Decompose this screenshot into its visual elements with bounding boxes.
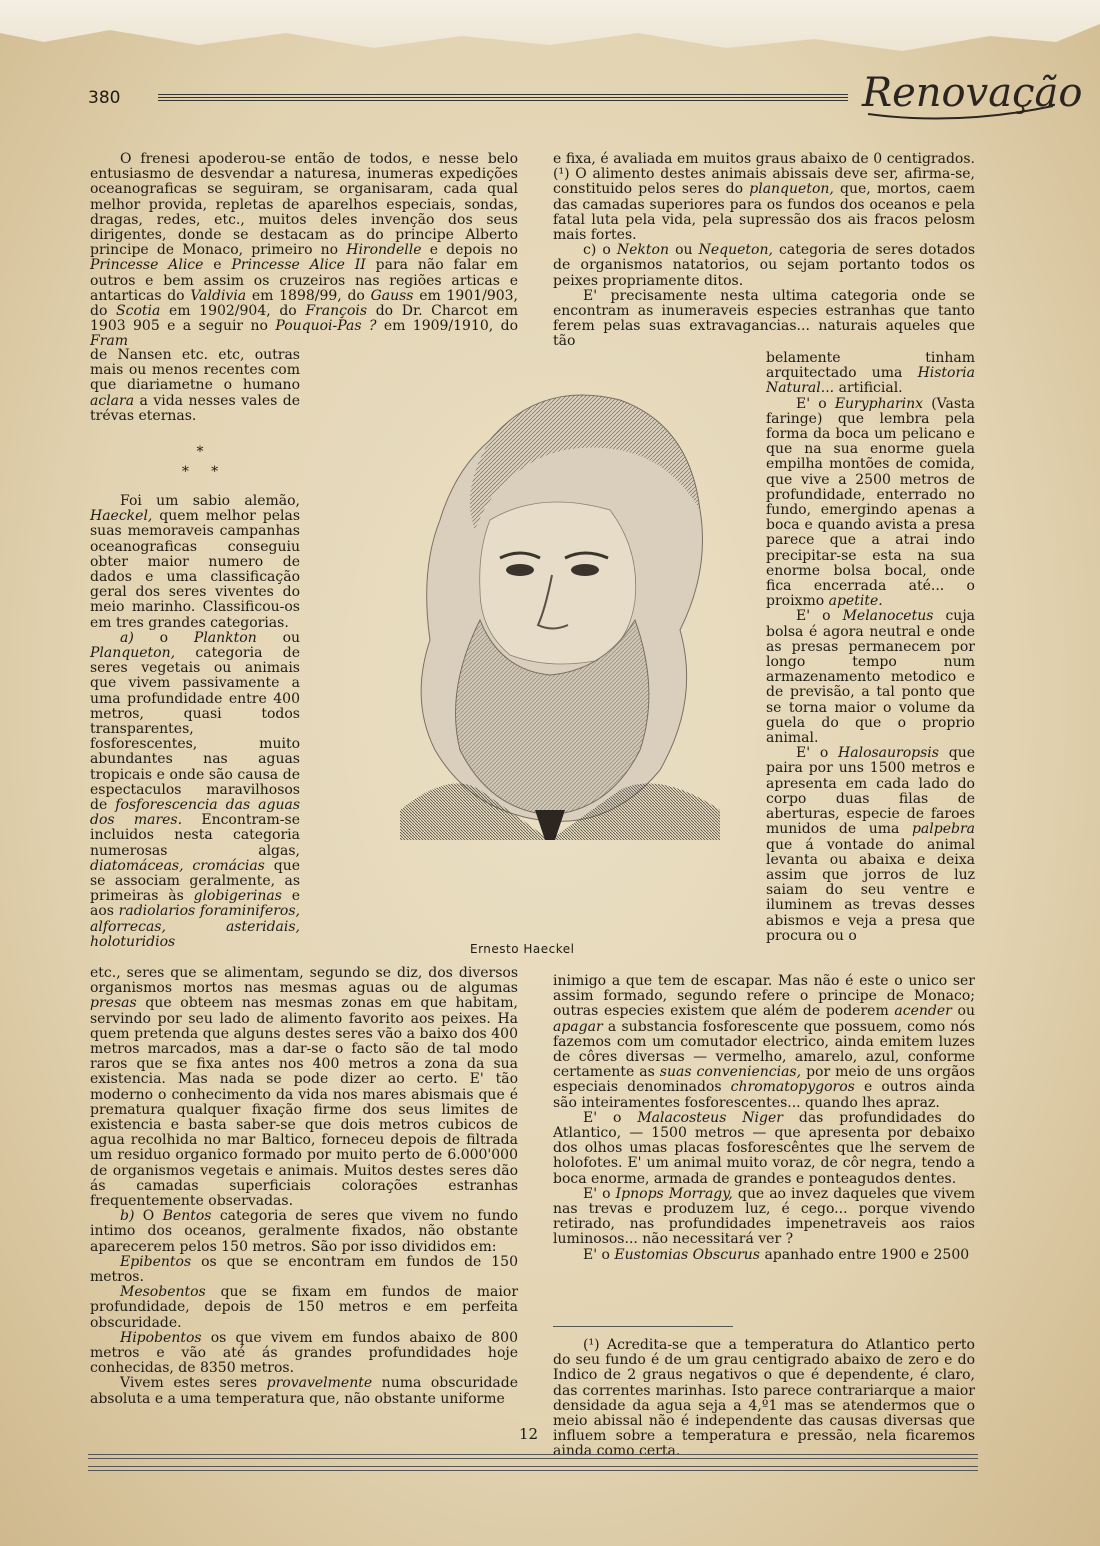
right-column-narrow xyxy=(766,351,975,944)
paragraph: e fixa, é avaliada em muitos graus abaixo de 0 centigrados. (¹) O alimento destes animais abissais deve ser, afirma-se, constituido pelos seres do planqueton, que, mortos, caem das camadas superiores para os fundos dos oceanos e pela fatal luta pela vida, pela supressão dos ais fracos pelosm mais fortes. xyxy=(553,151,975,244)
right-column-bottom xyxy=(553,974,975,1263)
paragraph: de Nansen etc. etc, outras mais ou menos recentes com que diariametne o humano aclara a vida nesses vales de trévas eternas. xyxy=(90,347,301,424)
paragraph: E' o Malacosteus Niger das profundidades do Atlantico, — 1500 metros — que apresenta por debaixo dos olhos umas placas fosforescêntes que lhe servem de holofotes. E' um animal muito voraz, de côr negra, tendo a boca enorme, armada de grandes e ponteagudos dentes. xyxy=(553,1109,976,1187)
paragraph: E' o Halosauropsis que paira por uns 1500 metros e apresenta em cada lado do corpo duas filas de aberturas, especie de faroes munidos de uma palpebra que á vontade do animal levanta ou abaixa e deixa assim que jorros de luz saiam do seu ventre e iluminem as trevas desses abismos e veja a presa que procura ou o xyxy=(766,745,976,944)
paragraph: c) o Nekton ou Nequeton, categoria de seres dotados de organismos natatorios, ou sejam portanto todos os peixes propriamente ditos. xyxy=(553,242,976,289)
footer-rule xyxy=(88,1466,978,1467)
left-column-intro xyxy=(90,152,518,350)
paragraph: Vivem estes seres provavelmente numa obscuridade absoluta e a uma temperatura que, não obstante uniforme xyxy=(90,1375,519,1407)
paragraph: Foi um sabio alemão, Haeckel, quem melhor pelas suas memoraveis campanhas oceanograficas conseguiu obter maior numero de dados e uma classificação geral dos seres viventes do meio marinho. Classificou-os em tres grandes categorias. xyxy=(90,493,301,631)
footer-rule xyxy=(88,1470,978,1471)
paragraph: E' o Melanocetus cuja bolsa é agora neutral e onde as presas permanecem por longo tempo num armazenamento metodico e de previsão, a tal ponto que se torna maior o volume da guela do que o proprio animal. xyxy=(766,608,976,747)
paragraph: a) o Plankton ou Planqueton, categoria de seres vegetais ou animais que vivem passivamente a uma profundidade entre 400 metros, quasi todos transparentes, fosforescentes, muito abundantes nas aguas tropicais e onde são causa de espectaculos maravilhosos de fosforescencia das aguas dos mares. Encontram-se incluidos nesta categoria numerosas algas, diatomáceas, cromácias que se associam geralmente, as primeiras às globigerinas e aos radiolarios foraminiferos, alforrecas, asteridais, holoturidios xyxy=(90,629,301,950)
left-column-intro-cont xyxy=(90,348,300,424)
paragraph: Hipobentos os que vivem em fundos abaixo de 800 metros e vão até ás grandes profundidades hoje conhecidas, de 8350 metros. xyxy=(90,1329,519,1377)
paragraph: E' precisamente nesta ultima categoria onde se encontram as inumeraveis especies estranhas que tanto ferem pelas suas extravagancias... naturais aqueles que tão xyxy=(553,287,975,350)
masthead-logo xyxy=(858,56,1083,126)
asterisk: * xyxy=(196,444,204,460)
paragraph: b) O Bentos categoria de seres que vivem no fundo intimo dos oceanos, geralmente fixados, não obstante aparecerem pelos 150 metros. São por isso divididos em: xyxy=(90,1208,519,1255)
masthead-title: Renovação xyxy=(862,70,1083,116)
portrait-engraving xyxy=(340,370,770,840)
paragraph: O frenesi apoderou-se então de todos, e nesse belo entusiasmo de desvendar a naturesa, inumeras expedições oceanograficas se seguiram, se organisaram, cada qual melhor provida, repletas de aparelhos especiais, sondas, dragas, redes, etc., muitos deles invenção dos seus dirigentes, donde se destacam as do principe Alberto principe de Monaco, primeiro no Hirondelle e depois no Princesse Alice e Princesse Alice II para não falar em outros e bem assim os cruzeiros nas regiões articas e antarticas do Valdivia em 1898/99, do Gauss em 1901/903, do Scotia em 1902/904, do François do Dr. Charcot em 1903 905 e a seguir no Pouquoi-Pas ? em 1909/1910, do Fram xyxy=(90,151,519,350)
footer-rule xyxy=(88,1454,978,1455)
portrait-caption: Ernesto Haeckel xyxy=(470,942,575,956)
paragraph: E' o Eustomias Obscurus apanhado entre 1900 e 2500 xyxy=(583,1246,970,1263)
paragraph: Epibentos os que se encontram em fundos de 150 metros. xyxy=(90,1253,518,1286)
paragraph: Mesobentos que se fixam em fundos de maior profundidade, depois de 150 metros e em perfeita obscuridade. xyxy=(90,1284,519,1331)
header-rule xyxy=(158,94,848,95)
left-column-narrow xyxy=(90,494,300,950)
footnote-rule xyxy=(553,1326,733,1327)
paragraph: E' o Eurypharinx (Vasta faringe) que lembra pela forma da boca um pelicano e que na sua enorme guela empilha montões de comida, que vive a 2500 metros de profundidade, enterrado no fundo, emergindo apenas a boca e quando avista a presa parece que a atrai indo precipitar-se esta na sua enorme bolsa bocal, onde fica encerrada até... o proixmo apetite. xyxy=(766,395,976,610)
footer-rule xyxy=(88,1458,978,1459)
page-header xyxy=(88,70,1083,118)
paragraph: inimigo a que tem de escapar. Mas não é este o unico ser assim formado, segundo refere o principe de Monaco; outras especies existem que além de poderem acender ou apagar a substancia fosforescente que possuem, como nós fazemos com um comutador electrico, ainda emitem luzes de côres diversas — vermelho, amarelo, azul, conforme certamente as suas conveniencias, por meio de uns orgãos especiais denominados chromatopygoros e outros ainda são inteiramentes fosforescentes... quando lhes apraz. xyxy=(553,973,976,1111)
paragraph: etc., seres que se alimentam, segundo se diz, dos diversos organismos mortos nas mesmas aguas ou de algumas presas que obteem nas mesmas zonas em que habitam, servindo por seu lado de alimento favorito aos peixes. Ha quem pretenda que alguns destes seres vão a baixo dos 400 metros marcados, mas a dar-se o facto são de tal modo raros que se fixa antes nos 400 metros a zona da sua existencia. Mas nada se pode dizer ao certo. E' tão moderno o conhecimento da vida nos mares abismais que é prematura qualquer fixação firme dos seus limites de existencia e basta saber-se que dois metros cubicos de agua recolhida no mar Baltico, forneceu depois de filtrada um residuo organico formado por muito perto de 6.000'000 de organismos vegetais e animais. Muitos destes seres dão ás camadas superficiais colorações estranhas frequentemente observadas. xyxy=(90,965,518,1210)
header-rule xyxy=(158,100,848,101)
torn-paper-edge xyxy=(0,0,1100,60)
page-number: 380 xyxy=(88,88,121,108)
paragraph: E' o Ipnops Morragy, que ao invez daqueles que vivem nas trevas e produzem luz, é cego... porque vivendo retirado, nas profundidades impenetraveis aos raios luminosos... não necessitará ver ? xyxy=(553,1185,975,1248)
paragraph: belamente tinham arquitectado uma Historia Natural... artificial. xyxy=(766,350,976,397)
footnote xyxy=(553,1338,975,1460)
footnote-text: (¹) Acredita-se que a temperatura do Atlantico perto do seu fundo é de um grau centigrado abaixo de zero e do Indico de 2 graus negativos o que é dependente, é claro, das correntes marinhas. Isto parece contrariarque a maior densidade da agua seja a 4,º1 mas se atendermos que o meio abissal não é independente das causas diversas que influem sobre a temperatura e pressão, nela ficaremos ainda como certa. xyxy=(553,1337,975,1460)
asterisks: * * xyxy=(181,464,219,480)
left-column-bottom xyxy=(90,966,518,1407)
header-rule xyxy=(158,97,848,98)
section-separator xyxy=(160,442,240,482)
right-column-top xyxy=(553,152,975,350)
folio-number: 12 xyxy=(519,1425,539,1443)
